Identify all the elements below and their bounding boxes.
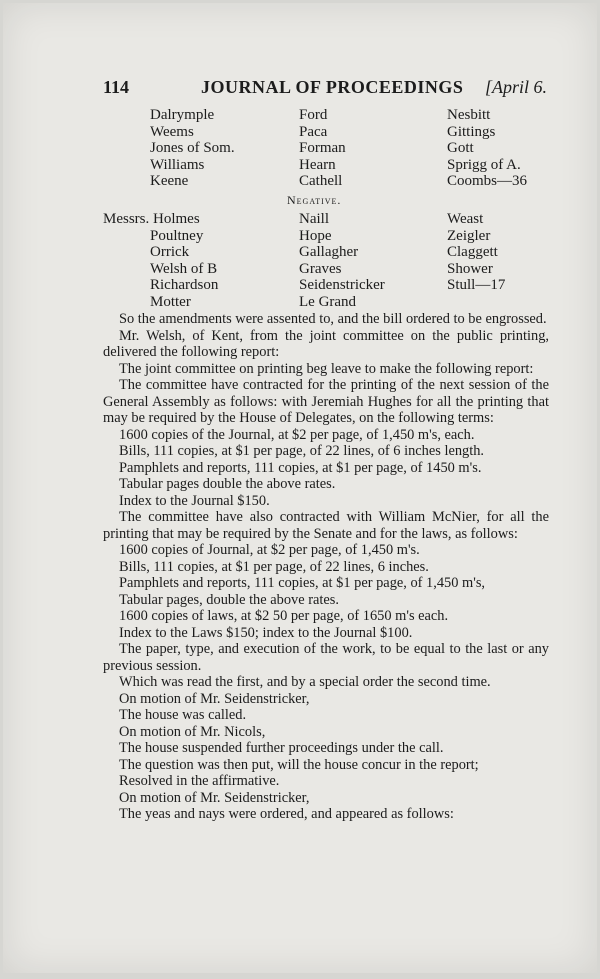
name-row: [103, 140, 552, 157]
name-row: [103, 294, 552, 311]
proceedings-text: [103, 311, 549, 823]
member-name: Nesbitt: [447, 107, 491, 123]
paragraph: Bills, 111 copies, at $1 per page, of 22 lines, of 6 inches length.: [119, 443, 485, 459]
paragraph: Resolved in the affirmative.: [119, 773, 280, 789]
paragraph: So the amendments were assented to, and the bill ordered to be engrossed.: [119, 311, 547, 327]
paragraph: Index to the Journal $150.: [119, 492, 270, 509]
member-name: Coombs—36: [447, 173, 528, 189]
name-row: [103, 277, 552, 294]
paragraph: Pamphlets and reports, 111 copies, at $1 per page, of 1,450 m's,: [119, 575, 486, 591]
paragraph: On motion of Mr. Seidenstricker,: [119, 690, 310, 707]
member-name: Graves: [299, 260, 342, 277]
member-name: Messrs. Holmes: [103, 211, 200, 227]
paragraph: The committee have also contracted with William McNier, for all the printing that may be required by the Senate and for the laws, as follows:: [103, 509, 549, 542]
running-title: JOURNAL OF PROCEEDINGS: [201, 77, 464, 97]
member-name: Forman: [299, 140, 346, 156]
member-name: Paca: [299, 123, 328, 140]
member-name: Weems: [150, 123, 194, 140]
name-row: [103, 107, 552, 124]
member-name: Seidenstricker: [299, 277, 385, 293]
member-name: Stull—17: [447, 277, 506, 293]
negative-vote-list: [103, 211, 552, 310]
member-name: Gallagher: [299, 244, 359, 260]
member-name: Naill: [299, 211, 329, 227]
member-name: Shower: [447, 260, 493, 277]
paragraph: On motion of Mr. Seidenstricker,: [119, 789, 310, 806]
header-date: [April 6.: [484, 77, 547, 97]
paragraph: Mr. Welsh, of Kent, from the joint committee on the public printing, delivered the following report:: [103, 327, 549, 360]
member-name: Dalrymple: [150, 107, 215, 123]
page-header: [103, 77, 547, 101]
paragraph: Index to the Laws $150; index to the Journal $100.: [119, 624, 413, 641]
member-name: Le Grand: [299, 293, 357, 310]
paragraph: The house was called.: [119, 707, 247, 723]
member-name: Welsh of B: [150, 260, 218, 277]
member-name: Poultney: [150, 227, 204, 244]
paragraph: The joint committee on printing beg leave to make the following report:: [119, 360, 534, 377]
member-name: Richardson: [150, 277, 219, 293]
member-name: Gittings: [447, 123, 496, 140]
page-number: 114: [103, 77, 130, 97]
paragraph: 1600 copies of the Journal, at $2 per page, of 1,450 m's, each.: [119, 426, 475, 443]
member-name: Williams: [150, 156, 205, 173]
member-name: Orrick: [150, 244, 190, 260]
member-name: Gott: [447, 140, 474, 156]
member-name: Hearn: [299, 156, 336, 173]
paragraph: The house suspended further proceedings under the call.: [119, 740, 444, 756]
paragraph: The yeas and nays were ordered, and appeared as follows:: [119, 806, 454, 822]
paragraph: The question was then put, will the house concur in the report;: [119, 756, 479, 773]
paragraph: Which was read the first, and by a special order the second time.: [119, 674, 491, 690]
name-row: [103, 173, 552, 190]
name-row: [103, 211, 552, 228]
paragraph: 1600 copies of Journal, at $2 per page, of 1,450 m's.: [119, 542, 420, 558]
paragraph: The paper, type, and execution of the work, to be equal to the last or any previous session.: [103, 641, 549, 674]
paragraph: On motion of Mr. Nicols,: [119, 723, 266, 740]
member-name: Keene: [150, 173, 189, 189]
member-name: Hope: [299, 227, 332, 244]
paragraph: Tabular pages, double the above rates.: [119, 591, 339, 608]
negative-heading: Negative.: [287, 193, 342, 207]
member-name: Cathell: [299, 173, 343, 189]
name-row: [103, 124, 552, 141]
name-row: [103, 228, 552, 245]
member-name: Ford: [299, 107, 328, 123]
member-name: Claggett: [447, 244, 498, 260]
name-row: [103, 157, 552, 174]
paragraph: Bills, 111 copies, at $1 per page, of 22 lines, 6 inches.: [119, 558, 429, 575]
journal-page: [3, 3, 597, 973]
affirmative-vote-list: [103, 107, 552, 190]
member-name: Jones of Som.: [150, 140, 235, 156]
member-name: Motter: [150, 293, 191, 310]
name-row: [103, 261, 552, 278]
paragraph: Pamphlets and reports, 111 copies, at $1 per page, of 1450 m's.: [119, 459, 482, 476]
name-row: [103, 244, 552, 261]
paragraph: The committee have contracted for the printing of the next session of the General Assembly as follows: with Jeremiah Hughes for all the printing that may be required by the House of Delegates, on the following terms:: [103, 377, 549, 426]
member-name: Sprigg of A.: [447, 156, 521, 173]
member-name: Weast: [447, 211, 484, 227]
paragraph: Tabular pages double the above rates.: [119, 476, 336, 492]
paragraph: 1600 copies of laws, at $2 50 per page, of 1650 m's each.: [119, 608, 449, 624]
member-name: Zeigler: [447, 227, 491, 244]
